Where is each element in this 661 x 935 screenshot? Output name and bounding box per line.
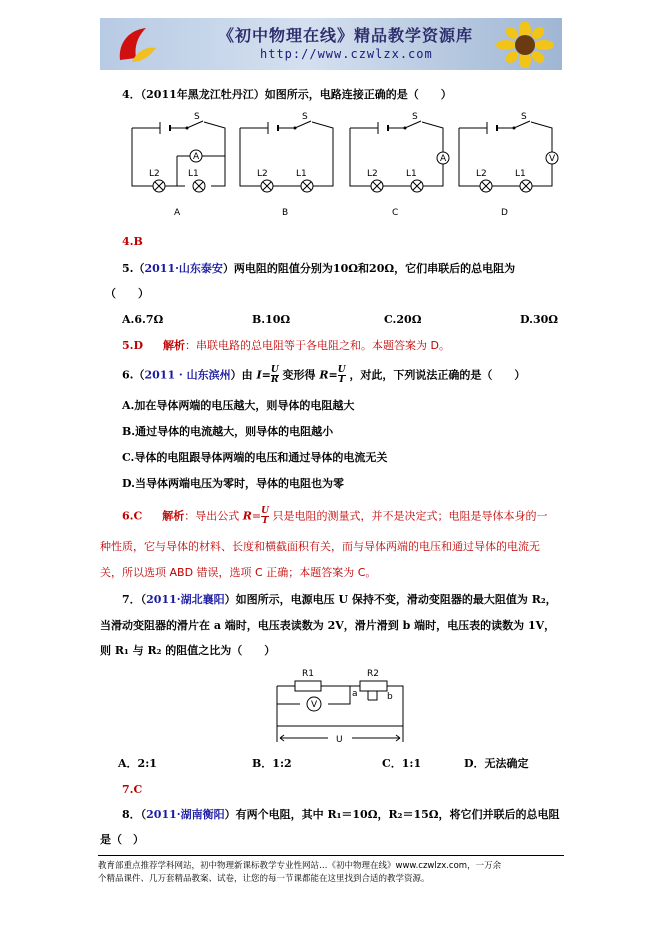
svg-text:L1: L1 <box>406 169 417 179</box>
q4-answer: 4.B <box>122 235 143 248</box>
svg-text:U: U <box>336 735 343 745</box>
q6-option-b: B.通过导体的电流越大，则导体的电阻越小 <box>122 425 334 438</box>
svg-text:L1: L1 <box>188 169 199 179</box>
q5-answer: 5.D 解析：串联电路的总电阻等于各电阻之和。本题答案为 D。 <box>122 339 450 352</box>
switch-label: S <box>412 112 418 122</box>
q6-option-a: A.加在导体两端的电压越大，则导体的电阻越大 <box>122 399 355 412</box>
q7-stem-line1: 7．（2011·湖北襄阳）如图所示，电源电压 U 保持不变，滑动变阻器的最大阻值为 R₂， <box>122 593 557 606</box>
circuit-a <box>132 112 225 218</box>
q5-paren: （ ） <box>105 287 149 300</box>
site-title: 《初中物理在线》精品教学资源库 <box>218 26 474 45</box>
footer-line1: 教育部重点推荐学科网站，初中物理新课标教学专业性网站…《初中物理在线》www.czwlzx.com，一万余 <box>98 861 502 871</box>
svg-text:L2: L2 <box>257 169 268 179</box>
svg-text:V: V <box>311 700 318 710</box>
q5-option-c: C.20Ω <box>384 313 422 326</box>
q4-circuit-diagrams <box>125 112 560 220</box>
svg-text:A: A <box>440 154 447 164</box>
q7-answer: 7.C <box>122 783 143 796</box>
circuit-c <box>350 112 449 218</box>
q5-option-b: B.10Ω <box>252 313 291 326</box>
svg-text:R1: R1 <box>302 669 314 679</box>
q7-option-d: D．无法确定 <box>464 757 529 770</box>
q7-source: 2011·湖北襄阳 <box>146 593 225 606</box>
svg-text:L2: L2 <box>149 169 160 179</box>
q6-option-d: D.当导体两端电压为零时，导体的电阻也为零 <box>122 477 344 490</box>
rheostat-r2-icon <box>360 681 387 691</box>
circuit-caption: D <box>501 208 508 218</box>
svg-text:L1: L1 <box>515 169 526 179</box>
q6-option-c: C.导体的电阻跟导体两端的电压和通过导体的电流无关 <box>122 451 388 464</box>
q5-option-d: D.30Ω <box>520 313 559 326</box>
q6-analysis-line2: 种性质，它与导体的材料、长度和横截面积有关，而与导体两端的电压和通过导体的电流无 <box>100 540 540 553</box>
site-logo-icon <box>112 22 160 66</box>
circuit-caption: C <box>392 208 399 218</box>
q8-stem-line2: 是（ ） <box>100 833 144 846</box>
footer-divider <box>98 855 564 856</box>
svg-text:V: V <box>549 154 556 164</box>
q7-stem-line2: 当滑动变阻器的滑片在 a 端时，电压表读数为 2V，滑片滑到 b 端时，电压表的读数为 1V， <box>100 619 556 632</box>
q7-option-c: C．1:1 <box>382 757 422 770</box>
circuit-caption: B <box>282 208 289 218</box>
circuit-d <box>459 112 558 218</box>
q6-source: 2011 · 山东滨州 <box>144 368 231 382</box>
switch-label: S <box>302 112 308 122</box>
svg-text:b: b <box>387 692 393 702</box>
footer-line2: 个精品课件、几万套精品教案、试卷，让您的每一节课都能在这里找到合适的教学资源。 <box>98 874 430 884</box>
circuit-b <box>240 112 333 218</box>
q5-stem: 5.（2011·山东泰安）两电阻的阻值分别为10Ω和20Ω，它们串联后的总电阻为 <box>122 262 516 275</box>
header-banner <box>100 18 562 70</box>
q6-answer: 6.C 解析：导出公式 R= $\frac{U}{I}$ 只是电阻的测量式，并不是决定式；电阻是导体本身的一 <box>122 506 548 526</box>
svg-text:L2: L2 <box>367 169 378 179</box>
switch-label: S <box>194 112 200 122</box>
q8-stem-line1: 8．（2011·湖南衡阳）有两个电阻，其中 R₁＝10Ω，R₂＝15Ω，将它们并联后的总电阻 <box>122 808 560 821</box>
q4-stem: 4．（2011年黑龙江牡丹江）如图所示，电路连接正确的是（ ） <box>122 88 452 101</box>
svg-text:L2: L2 <box>476 169 487 179</box>
sunflower-icon <box>492 22 558 68</box>
q5-source: 2011·山东泰安 <box>144 262 223 275</box>
q6-analysis-line3: 关，所以选项 ABD 错误，选项 C 正确；本题答案为 C。 <box>100 566 377 579</box>
q6-stem: 6.（2011 · 山东滨州）由 I= $\frac{U}{R}$ 变形得 R= $\frac{U}{I}$ ，对此，下列说法正确的是（ ） <box>122 365 526 385</box>
q8-source: 2011·湖南衡阳 <box>146 808 225 821</box>
q7-option-b: B．1:2 <box>252 757 292 770</box>
q7-circuit-diagram <box>270 662 420 752</box>
q7-option-a: A．2:1 <box>118 757 157 770</box>
q5-option-a: A.6.7Ω <box>122 313 164 326</box>
svg-text:R2: R2 <box>367 669 379 679</box>
site-url[interactable]: http://www.czwlzx.com <box>260 47 433 61</box>
q7-stem-line3: 则 R₁ 与 R₂ 的阻值之比为（ ） <box>100 644 276 657</box>
circuit-caption: A <box>174 208 181 218</box>
switch-label: S <box>521 112 527 122</box>
resistor-r1-icon <box>295 681 321 691</box>
svg-text:A: A <box>193 152 200 162</box>
svg-text:a: a <box>352 689 358 699</box>
svg-text:L1: L1 <box>296 169 307 179</box>
